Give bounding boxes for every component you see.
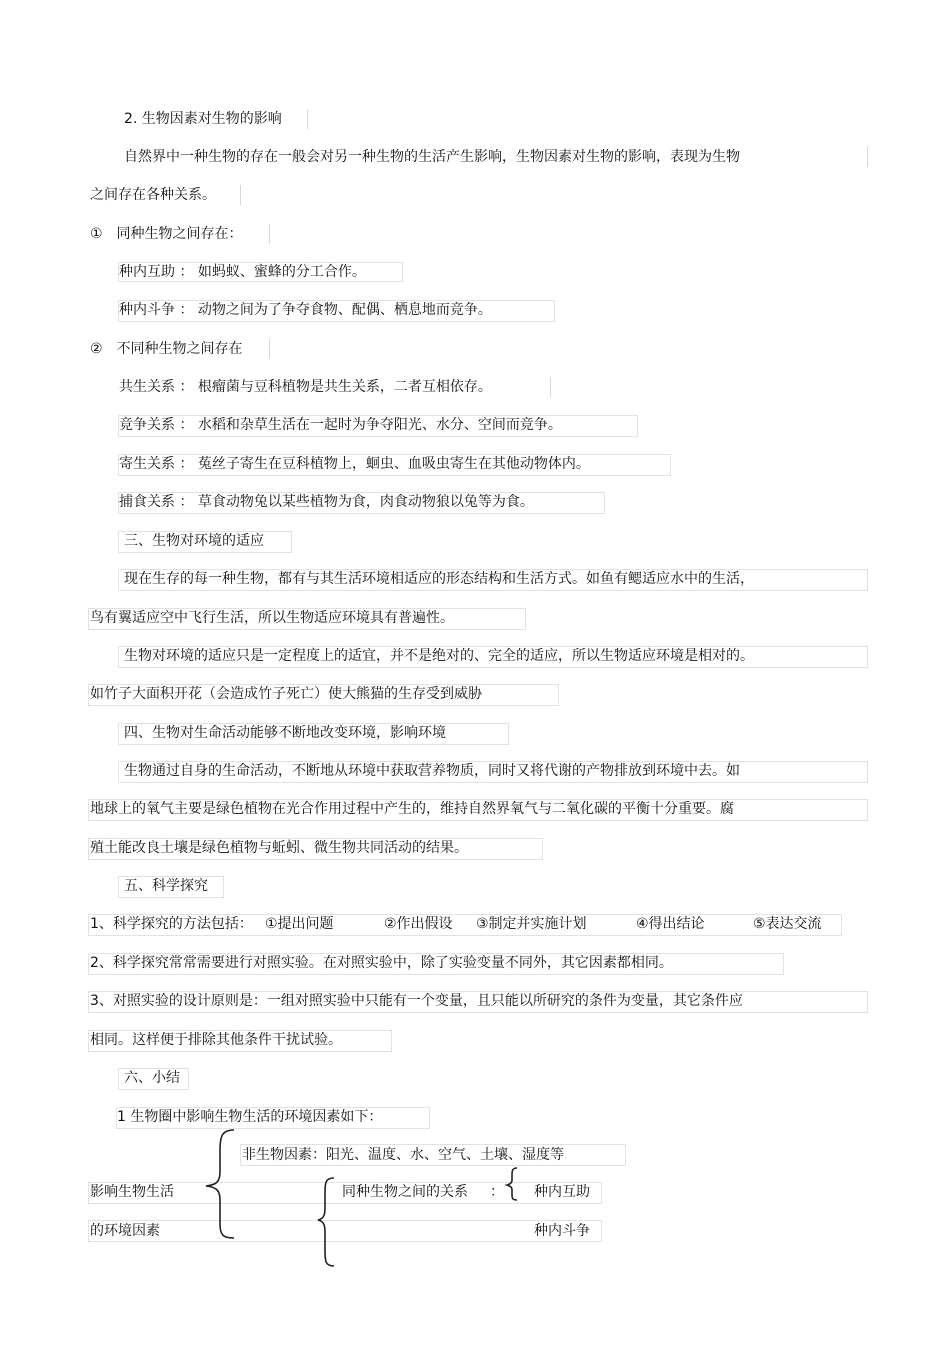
section-heading: 六、小结 <box>124 1070 180 1086</box>
list-item <box>119 415 562 435</box>
paragraph-line: 相同。这样便于排除其他条件干扰试验。 <box>90 1032 342 1048</box>
section-heading: 三、生物对环境的适应 <box>124 533 264 549</box>
paragraph-line: 自然界中一种生物的存在一般会对另一种生物的生活产生影响，生物因素对生物的影响，表现为生物 <box>124 149 740 165</box>
large-brace-icon <box>200 1128 240 1243</box>
list-title: ① 同种生物之间存在： <box>90 226 243 242</box>
list-item <box>119 377 492 397</box>
relation-desc: ： 水稻和杂草生活在一起时为争夺阳光、水分、空间而竞争。 <box>179 417 562 433</box>
small-brace-icon <box>504 1166 522 1202</box>
relation-desc: ： 草食动物兔以某些植物为食，肉食动物狼以兔等为食。 <box>179 494 534 510</box>
method-item: ①提出问题 <box>265 916 334 932</box>
section-heading: 五、科学探究 <box>124 878 208 894</box>
paragraph-line: 现在生存的每一种生物，都有与其生活环境相适应的形态结构和生活方式。如鱼有鳃适应水中的生活， <box>124 571 754 587</box>
paragraph-line: 如竹子大面积开花（会造成竹子死亡）使大熊猫的生存受到威胁 <box>90 686 482 702</box>
method-item: ⑤表达交流 <box>753 916 822 932</box>
relation-desc: ： 菟丝子寄生在豆科植物上，蛔虫、血吸虫寄生在其他动物体内。 <box>179 456 590 472</box>
relation-term: 共生关系 <box>119 379 175 395</box>
paragraph-line: 生物通过自身的生命活动，不断地从环境中获取营养物质，同时又将代谢的产物排放到环境中去。如 <box>124 763 740 779</box>
list-item <box>119 262 366 282</box>
relation-desc: ： 如蚂蚁、蜜蜂的分工合作。 <box>179 264 366 280</box>
method-item: ②作出假设 <box>384 916 453 932</box>
root-label-line2: 的环境因素 <box>90 1223 160 1239</box>
abiotic-factors: 非生物因素：阳光、温度、水、空气、土壤、湿度等 <box>242 1147 564 1163</box>
relation-term: 寄生关系 <box>119 456 175 472</box>
relation-desc: ： 动物之间为了争夺食物、配偶、栖息地而竞争。 <box>179 302 492 318</box>
paragraph-line: 3、对照实验的设计原则是：一组对照实验中只能有一个变量，且只能以所研究的条件为变量，其它条件应 <box>90 993 743 1009</box>
relation-help: 种内互助 <box>534 1184 590 1200</box>
medium-brace-icon <box>316 1176 340 1268</box>
list-item <box>119 454 590 474</box>
paragraph-line: 鸟有翼适应空中飞行生活，所以生物适应环境具有普遍性。 <box>90 610 454 626</box>
relation-fight: 种内斗争 <box>534 1223 590 1239</box>
paragraph-line: 生物对环境的适应只是一定程度上的适宜，并不是绝对的、完全的适应，所以生物适应环境是相对的。 <box>124 648 754 664</box>
relation-term: 竞争关系 <box>119 417 175 433</box>
relation-term: 种内互助 <box>119 264 175 280</box>
method-item: ④得出结论 <box>636 916 705 932</box>
relation-term: 种内斗争 <box>119 302 175 318</box>
section-heading: 2. 生物因素对生物的影响 <box>124 111 282 127</box>
list-item <box>119 492 534 512</box>
paragraph-line: 殖土能改良土壤是绿色植物与蚯蚓、微生物共同活动的结果。 <box>90 840 468 856</box>
summary-intro: 1 生物圈中影响生物生活的环境因素如下： <box>117 1109 383 1125</box>
same-species-relation: 同种生物之间的关系 <box>342 1184 468 1200</box>
method-item: ③制定并实施计划 <box>476 916 587 932</box>
list-item <box>119 300 492 320</box>
methods-label: 1、科学探究的方法包括： <box>90 916 253 932</box>
root-label-line1: 影响生物生活 <box>90 1184 174 1200</box>
section-heading: 四、生物对生命活动能够不断地改变环境，影响环境 <box>124 725 446 741</box>
paragraph-line: 之间存在各种关系。 <box>90 187 216 203</box>
relation-term: 捕食关系 <box>119 494 175 510</box>
list-title: ② 不同种生物之间存在 <box>90 341 243 357</box>
relation-colon: ： <box>490 1184 504 1200</box>
scan-box <box>88 1220 602 1242</box>
relation-desc: ： 根瘤菌与豆科植物是共生关系，二者互相依存。 <box>179 379 492 395</box>
paragraph-line: 2、科学探究常常需要进行对照实验。在对照实验中，除了实验变量不同外，其它因素都相同。 <box>90 955 673 971</box>
paragraph-line: 地球上的氧气主要是绿色植物在光合作用过程中产生的，维持自然界氧气与二氧化碳的平衡十分重要。腐 <box>90 801 734 817</box>
